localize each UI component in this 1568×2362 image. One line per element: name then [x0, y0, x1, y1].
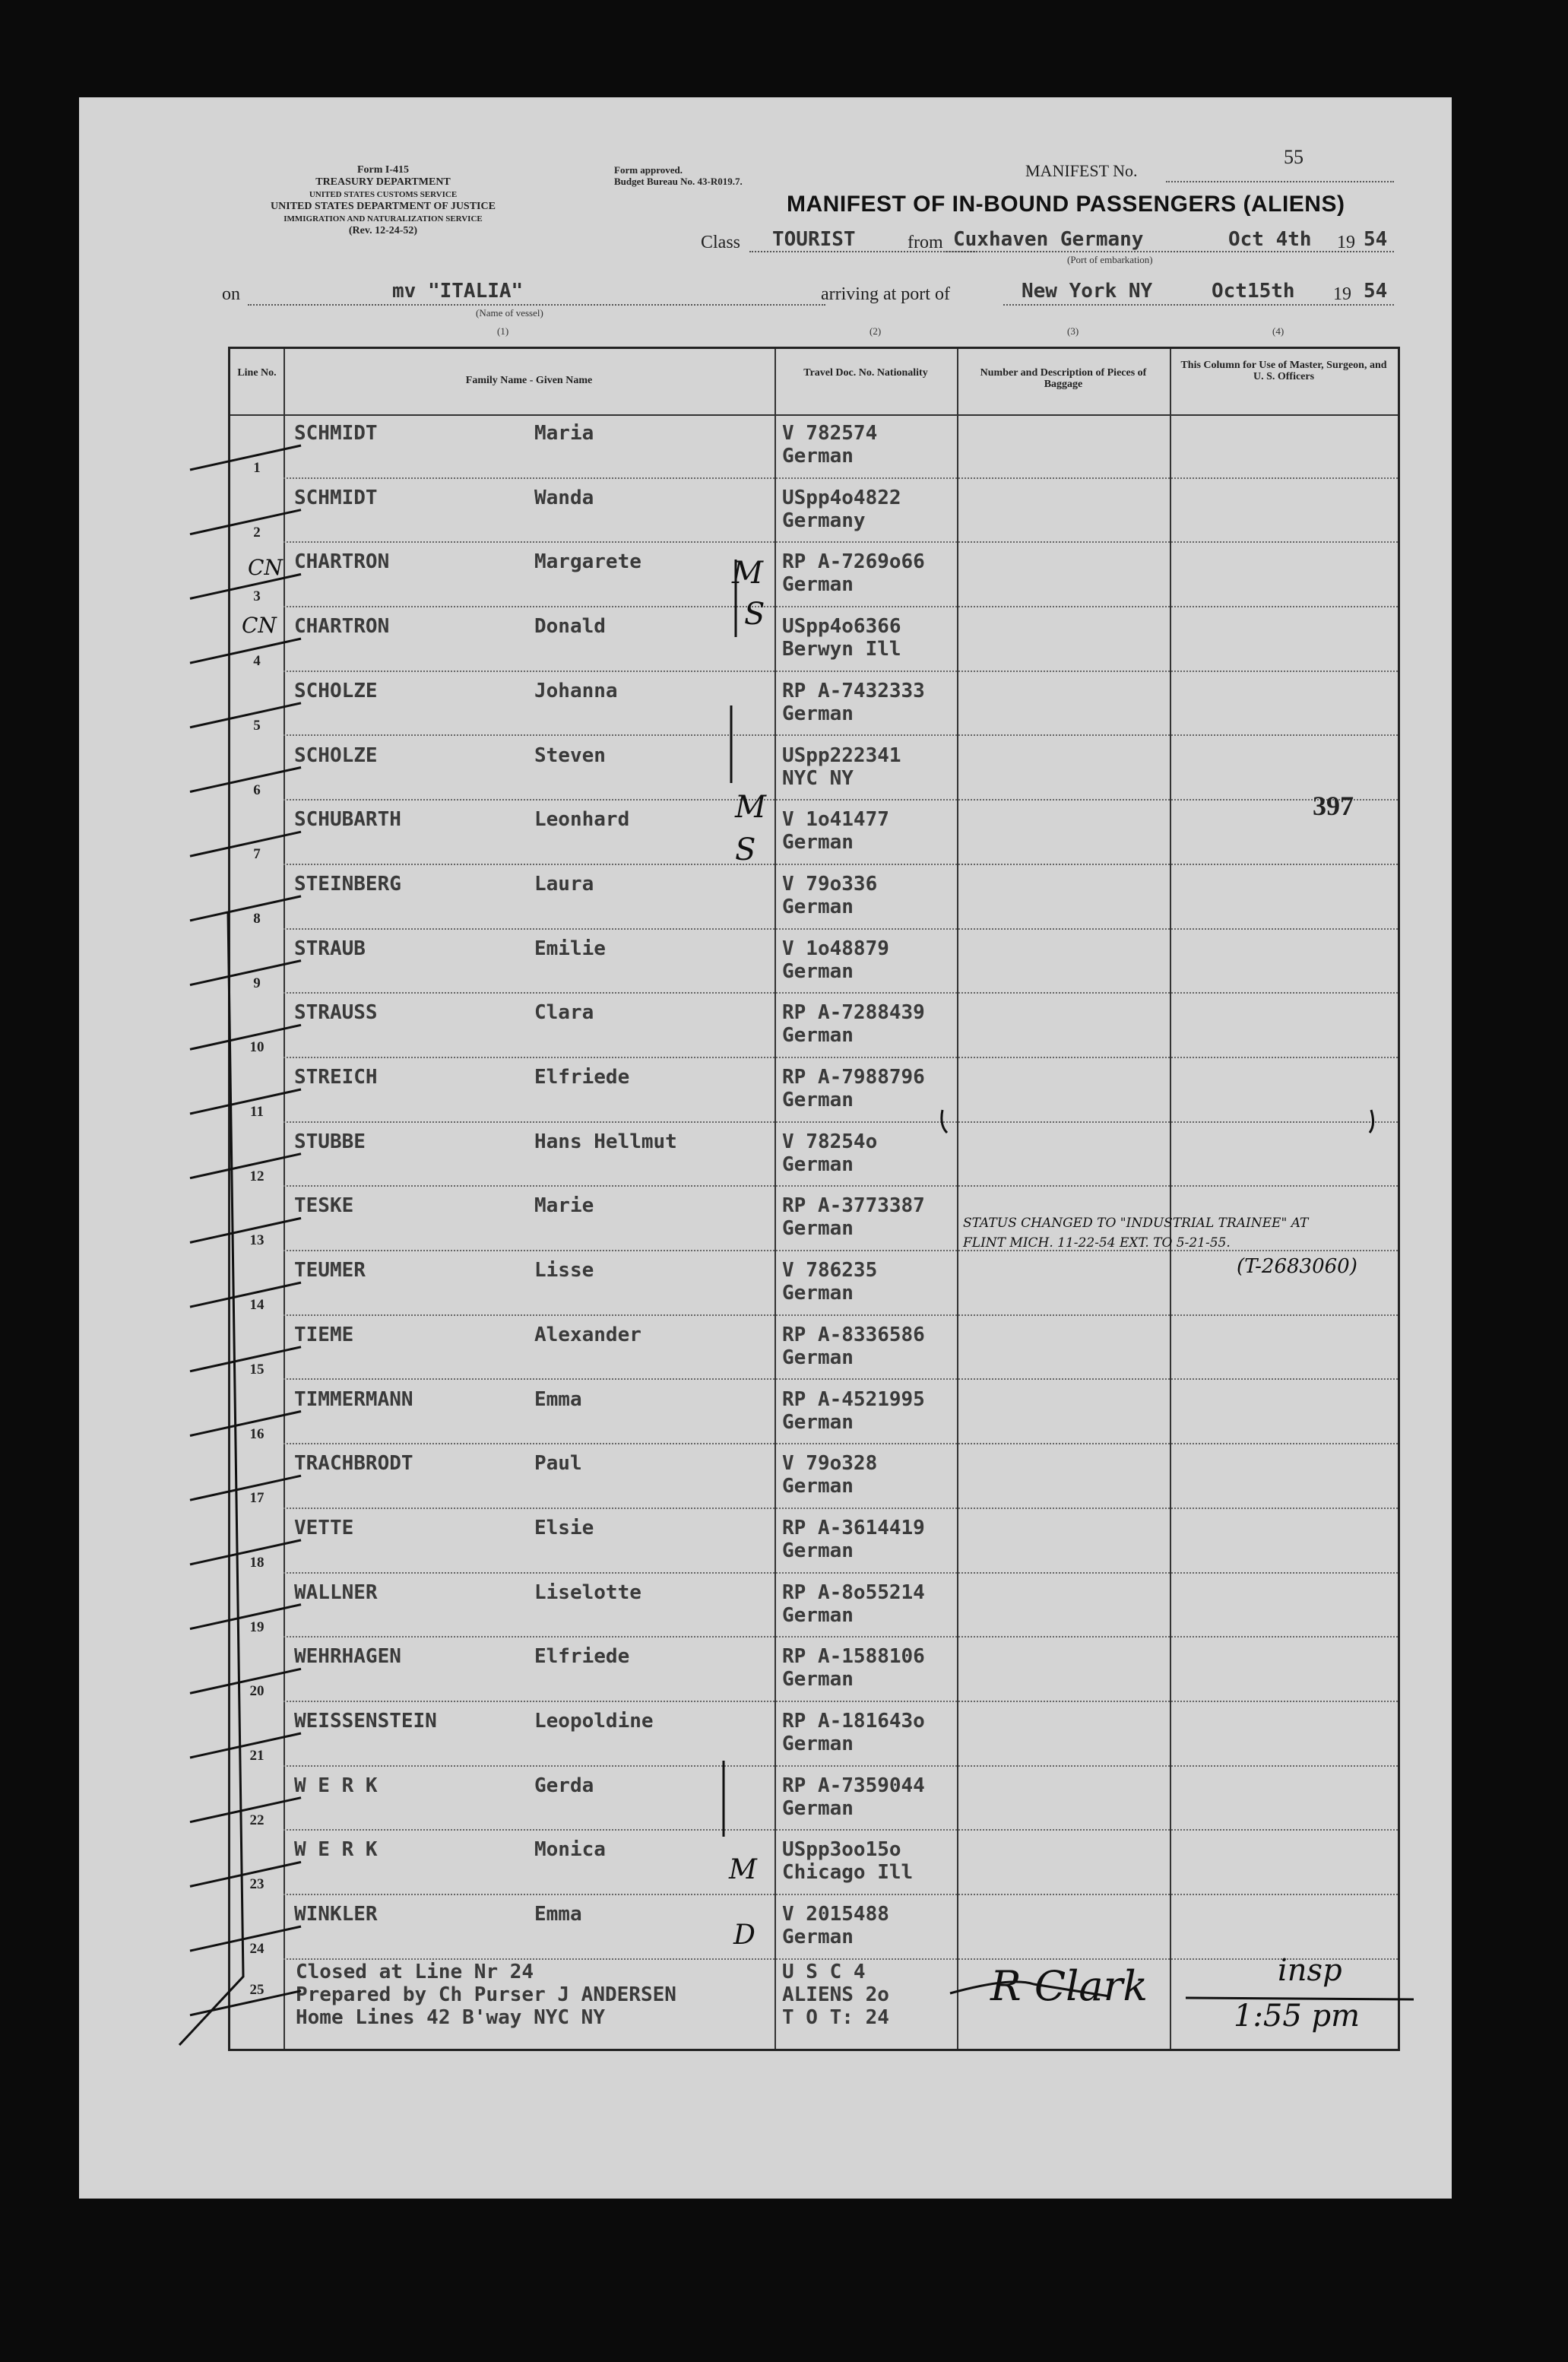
form-id: Form I-415	[356, 164, 410, 176]
cn-mark: CN	[242, 613, 277, 638]
arriving-date: Oct15th	[1212, 280, 1295, 303]
travel-doc: RP A-8336586	[782, 1323, 925, 1346]
line-number: 11	[250, 1104, 264, 1120]
treasury-dept: TREASURY DEPARTMENT	[315, 176, 451, 188]
line-number: 3	[253, 588, 261, 605]
travel-doc: RP A-3773387	[782, 1194, 925, 1218]
family-name: WEHRHAGEN	[294, 1645, 401, 1669]
check-mark	[190, 1089, 301, 1114]
travel-doc: V 79o336	[782, 872, 878, 896]
line-number: 25	[249, 1982, 265, 1998]
col-header-line: Line No.	[237, 367, 277, 379]
given-name: Monica	[534, 1838, 606, 1862]
family-name: STUBBE	[294, 1130, 366, 1153]
class-label: Class	[701, 233, 741, 252]
col-num-2: (2)	[870, 325, 882, 337]
closed-at-line: Closed at Line Nr 24	[296, 1961, 534, 1983]
family-name: CHARTRON	[294, 550, 390, 574]
nationality: Germany	[782, 509, 866, 532]
status-note-line3: (T-2683060)	[1237, 1255, 1357, 1278]
nationality: German	[782, 1475, 854, 1498]
check-mark	[190, 1218, 301, 1242]
check-mark	[190, 1540, 301, 1565]
line-number: 14	[249, 1297, 265, 1314]
given-name: Leopoldine	[534, 1710, 654, 1733]
given-name: Steven	[534, 743, 606, 767]
vessel-value: mv "ITALIA"	[392, 280, 524, 303]
family-name: STEINBERG	[294, 872, 401, 896]
check-mark	[190, 1605, 301, 1629]
nationality: German	[782, 1733, 854, 1755]
check-mark	[190, 1991, 301, 2015]
nationality: German	[782, 1926, 854, 1949]
family-name: TEUMER	[294, 1259, 366, 1282]
given-name: Margarete	[534, 550, 641, 574]
page-title: MANIFEST OF IN-BOUND PASSENGERS (ALIENS)	[787, 192, 1345, 217]
prepared-by: Prepared by Ch Purser J ANDERSEN	[296, 1983, 676, 2006]
from-date: Oct 4th	[1228, 228, 1312, 251]
on-label: on	[222, 284, 240, 304]
given-name: Marie	[534, 1194, 594, 1218]
aliens-count: ALIENS 2o	[782, 1983, 889, 2006]
vessel-caption: (Name of vessel)	[476, 307, 543, 319]
given-name: Laura	[534, 872, 594, 896]
given-name: Alexander	[534, 1323, 641, 1346]
family-name: WINKLER	[294, 1903, 378, 1926]
stamp-number: 397	[1313, 791, 1354, 821]
family-name: W E R K	[294, 1838, 378, 1862]
given-name: Emma	[534, 1903, 582, 1926]
given-name: Liselotte	[534, 1580, 641, 1604]
given-name: Paul	[534, 1452, 582, 1476]
col-num-3: (3)	[1067, 325, 1079, 337]
check-mark	[190, 1282, 301, 1307]
nationality: German	[782, 702, 854, 725]
family-name: W E R K	[294, 1774, 378, 1797]
given-name: Leonhard	[534, 808, 630, 832]
nationality: NYC NY	[782, 766, 854, 790]
time-underline	[1186, 1998, 1414, 1999]
given-name: Elsie	[534, 1516, 594, 1539]
given-name: Hans Hellmut	[534, 1130, 677, 1153]
travel-doc: RP A-1588106	[782, 1645, 925, 1669]
family-name: CHARTRON	[294, 615, 390, 639]
from-label: from	[908, 233, 943, 252]
revision: (Rev. 12-24-52)	[348, 225, 418, 236]
check-mark	[190, 961, 301, 985]
check-mark	[190, 832, 301, 856]
given-name: Emilie	[534, 937, 606, 960]
travel-doc: V 786235	[782, 1259, 878, 1282]
check-mark	[190, 1412, 301, 1436]
col-num-4: (4)	[1272, 325, 1284, 337]
travel-doc: RP A-8o55214	[782, 1580, 925, 1604]
line-number: 1	[253, 460, 261, 476]
line-number: 19	[249, 1619, 265, 1635]
nationality: German	[782, 1346, 854, 1369]
line-number: 20	[249, 1683, 265, 1700]
ms-mark-m: M	[735, 790, 766, 825]
nationality: German	[782, 959, 854, 983]
signature-tail	[950, 1982, 1110, 1996]
md-mark-m: M	[729, 1854, 757, 1885]
given-name: Gerda	[534, 1774, 594, 1797]
check-mark	[190, 639, 301, 663]
given-name: Elfriede	[534, 1066, 630, 1089]
line-number: 12	[249, 1168, 265, 1184]
travel-doc: RP A-7359044	[782, 1774, 925, 1797]
col-header-name: Family Name - Given Name	[465, 375, 593, 386]
check-mark	[190, 768, 301, 792]
check-mark	[190, 1025, 301, 1049]
line-number: 24	[249, 1941, 265, 1958]
family-name: WEISSENSTEIN	[294, 1710, 437, 1733]
given-name: Donald	[534, 615, 606, 639]
line-number: 9	[253, 975, 261, 991]
check-mark	[190, 703, 301, 728]
approval-line: Form approved.	[614, 164, 683, 176]
nationality: German	[782, 1539, 854, 1562]
nationality: German	[782, 1603, 854, 1627]
nationality: German	[782, 445, 854, 468]
travel-doc: RP A-7288439	[782, 1001, 925, 1025]
line-number: 15	[249, 1361, 265, 1378]
family-name: STRAUB	[294, 937, 366, 960]
nationality: German	[782, 1282, 854, 1305]
travel-doc: V 79o328	[782, 1452, 878, 1476]
nationality: German	[782, 1410, 854, 1434]
family-name: TIMMERMANN	[294, 1387, 413, 1411]
travel-doc: V 2015488	[782, 1903, 889, 1926]
travel-doc: USpp4o4822	[782, 486, 901, 509]
family-name: STREICH	[294, 1066, 378, 1089]
ms-mark-m: M	[732, 556, 763, 591]
line-number: 13	[249, 1232, 265, 1249]
check-mark	[190, 1926, 301, 1951]
nationality: Chicago Ill	[782, 1861, 914, 1885]
col-header-officers: This Column for Use of Master, Surgeon, and U. S. Officers	[1180, 360, 1387, 382]
travel-doc: USpp4o6366	[782, 615, 901, 639]
check-mark	[190, 896, 301, 921]
class-value: TOURIST	[772, 228, 856, 251]
travel-doc: RP A-7432333	[782, 679, 925, 702]
port-embark-caption: (Port of embarkation)	[1067, 254, 1153, 265]
signature: R Clark	[990, 1962, 1148, 2010]
arrive-year-value: 54	[1364, 280, 1388, 303]
col-header-baggage: Number and Description of Pieces of Baggage	[980, 367, 1147, 390]
family-name: SCHMIDT	[294, 486, 378, 509]
nationality: German	[782, 1796, 854, 1820]
check-mark	[190, 510, 301, 534]
check-mark	[190, 1798, 301, 1822]
arriving-port: New York NY	[1022, 280, 1153, 303]
line-number: 22	[249, 1812, 265, 1828]
check-mark	[190, 1862, 301, 1886]
line-number: 7	[253, 846, 261, 863]
travel-doc: RP A-181643o	[782, 1710, 925, 1733]
line-number: 2	[253, 524, 261, 541]
budget-line: Budget Bureau No. 43-R019.7.	[614, 176, 743, 187]
nationality: Berwyn Ill	[782, 638, 901, 661]
given-name: Clara	[534, 1001, 594, 1025]
col-num-1: (1)	[497, 325, 509, 337]
ms-mark-s: S	[744, 597, 765, 632]
family-name: TRACHBRODT	[294, 1452, 413, 1476]
given-name: Elfriede	[534, 1645, 630, 1669]
check-mark	[190, 1154, 301, 1178]
family-name: SCHUBARTH	[294, 808, 401, 832]
line-number: 8	[253, 910, 261, 927]
check-mark	[190, 574, 301, 598]
check-mark	[190, 1476, 301, 1500]
line-number: 6	[253, 782, 261, 798]
line-number: 5	[253, 717, 261, 734]
given-name: Emma	[534, 1387, 582, 1411]
usc-count: U S C 4	[782, 1961, 866, 1983]
line-number: 16	[249, 1425, 265, 1442]
given-name: Lisse	[534, 1259, 594, 1282]
nationality: German	[782, 1089, 854, 1111]
year-prefix: 19	[1337, 233, 1355, 252]
family-name: TESKE	[294, 1194, 354, 1218]
check-mark	[190, 445, 301, 470]
ms-mark-s: S	[735, 832, 756, 867]
travel-doc: USpp222341	[782, 743, 901, 767]
manifest-number: 55	[1284, 146, 1303, 168]
margin-stroke	[179, 912, 243, 2045]
line-number: 23	[249, 1876, 265, 1893]
nationality: German	[782, 831, 854, 854]
nationality: German	[782, 1024, 854, 1048]
check-mark	[190, 1347, 301, 1371]
line-number: 18	[249, 1554, 265, 1571]
arriving-label: arriving at port of	[821, 284, 950, 304]
check-mark	[190, 1669, 301, 1693]
inspection-mark: insp	[1278, 1953, 1342, 1988]
line-number: 17	[249, 1490, 265, 1507]
family-name: SCHOLZE	[294, 679, 378, 702]
line-number: 10	[249, 1039, 265, 1056]
home-lines: Home Lines 42 B'way NYC NY	[296, 2006, 605, 2029]
travel-doc: RP A-7269o66	[782, 550, 925, 574]
year-value: 54	[1364, 228, 1388, 251]
line-number: 4	[253, 653, 261, 670]
nationality: German	[782, 1668, 854, 1691]
status-note-line1: STATUS CHANGED TO "INDUSTRIAL TRAINEE" AT	[963, 1216, 1309, 1231]
family-name: VETTE	[294, 1516, 354, 1539]
md-mark-d: D	[733, 1920, 755, 1951]
travel-doc: RP A-4521995	[782, 1387, 925, 1411]
family-name: SCHOLZE	[294, 743, 378, 767]
total-count: T O T: 24	[782, 2006, 889, 2029]
inspection-time: 1:55 pm	[1234, 1999, 1361, 2034]
check-mark	[190, 1733, 301, 1758]
manifest-no-label: MANIFEST No.	[1025, 161, 1138, 180]
family-name: STRAUSS	[294, 1001, 378, 1025]
cn-mark: CN	[248, 555, 283, 580]
given-name: Johanna	[534, 679, 618, 702]
given-name: Wanda	[534, 486, 594, 509]
family-name: TIEME	[294, 1323, 354, 1346]
arrive-year-prefix: 19	[1333, 284, 1351, 304]
family-name: WALLNER	[294, 1580, 378, 1604]
ins-service: IMMIGRATION AND NATURALIZATION SERVICE	[284, 214, 483, 224]
nationality: German	[782, 573, 854, 597]
note-brackets	[942, 1110, 1373, 1133]
given-name: Maria	[534, 422, 594, 445]
travel-doc: V 782574	[782, 422, 878, 445]
col-header-doc: Travel Doc. No. Nationality	[803, 367, 928, 379]
travel-doc: V 1o41477	[782, 808, 889, 832]
nationality: German	[782, 1152, 854, 1176]
travel-doc: V 78254o	[782, 1130, 878, 1153]
justice-dept: UNITED STATES DEPARTMENT OF JUSTICE	[271, 201, 496, 212]
from-value: Cuxhaven Germany	[953, 228, 1144, 251]
nationality: German	[782, 895, 854, 918]
travel-doc: RP A-3614419	[782, 1516, 925, 1539]
travel-doc: USpp3oo15o	[782, 1838, 901, 1862]
customs-service: UNITED STATES CUSTOMS SERVICE	[309, 190, 458, 199]
travel-doc: RP A-7988796	[782, 1066, 925, 1089]
line-number: 21	[249, 1748, 265, 1764]
family-name: SCHMIDT	[294, 422, 378, 445]
status-note-line2: FLINT MICH. 11-22-54 EXT. TO 5-21-55.	[963, 1235, 1231, 1251]
nationality: German	[782, 1217, 854, 1241]
travel-doc: V 1o48879	[782, 937, 889, 960]
